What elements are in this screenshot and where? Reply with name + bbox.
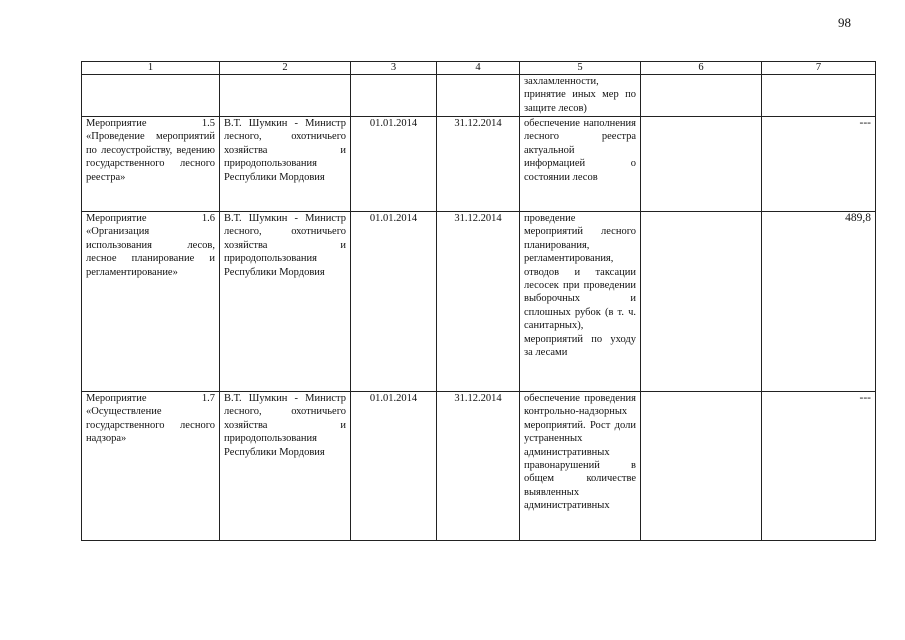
column-header: 7 [762, 62, 876, 75]
column-header: 6 [641, 62, 762, 75]
result-cell: обеспечение наполнения лесного реестра актуальной информацией о состоянии лесов [520, 117, 641, 212]
amount-cell [762, 75, 876, 117]
result-cell: проведение мероприятий лесного планирования, регламентирования, отводов и таксации лесосек при проведении выборочных и сплошных рубок (в т. ч. санитарных), мероприятий по уходу за лесами [520, 212, 641, 392]
col6-cell [641, 392, 762, 541]
column-header: 2 [220, 62, 351, 75]
column-header: 4 [437, 62, 520, 75]
start-date-cell: 01.01.2014 [351, 212, 437, 392]
end-date-cell: 31.12.2014 [437, 212, 520, 392]
table-row [82, 392, 876, 541]
table-row [82, 75, 876, 117]
page-number: 98 [838, 15, 851, 30]
column-header: 3 [351, 62, 437, 75]
result-cell: захламленности, принятие иных мер по защите лесов) [520, 75, 641, 117]
start-date-cell: 01.01.2014 [351, 392, 437, 541]
amount-cell: 489,8 [762, 212, 876, 392]
responsible-cell: В.Т. Шумкин - Министр лесного, охотничьего хозяйства и природопользования Республики Мордовия [220, 117, 351, 212]
table-row [82, 212, 876, 392]
start-date-cell [351, 75, 437, 117]
col6-cell [641, 75, 762, 117]
column-header: 1 [82, 62, 220, 75]
responsible-cell [220, 75, 351, 117]
start-date-cell: 01.01.2014 [351, 117, 437, 212]
activity-cell: Мероприятие 1.5 «Проведение мероприятий по лесоустройству, ведению государственного лесного реестра» [82, 117, 220, 212]
column-header: 5 [520, 62, 641, 75]
activity-cell: Мероприятие 1.6 «Организация использования лесов, лесное планирование и регламентирование» [82, 212, 220, 392]
column-number-row [82, 62, 876, 75]
amount-cell: --- [762, 392, 876, 541]
end-date-cell: 31.12.2014 [437, 117, 520, 212]
col6-cell [641, 117, 762, 212]
responsible-cell: В.Т. Шумкин - Министр лесного, охотничьего хозяйства и природопользования Республики Мордовия [220, 392, 351, 541]
col6-cell [641, 212, 762, 392]
activity-cell: Мероприятие 1.7 «Осуществление государственного лесного надзора» [82, 392, 220, 541]
activity-cell [82, 75, 220, 117]
end-date-cell: 31.12.2014 [437, 392, 520, 541]
result-cell: обеспечение проведения контрольно-надзорных мероприятий. Рост доли устраненных административных правонарушений в общем количестве выявленных административных [520, 392, 641, 541]
end-date-cell [437, 75, 520, 117]
responsible-cell: В.Т. Шумкин - Министр лесного, охотничьего хозяйства и природопользования Республики Мордовия [220, 212, 351, 392]
amount-cell: --- [762, 117, 876, 212]
table-row [82, 117, 876, 212]
program-activities-table [81, 61, 876, 541]
